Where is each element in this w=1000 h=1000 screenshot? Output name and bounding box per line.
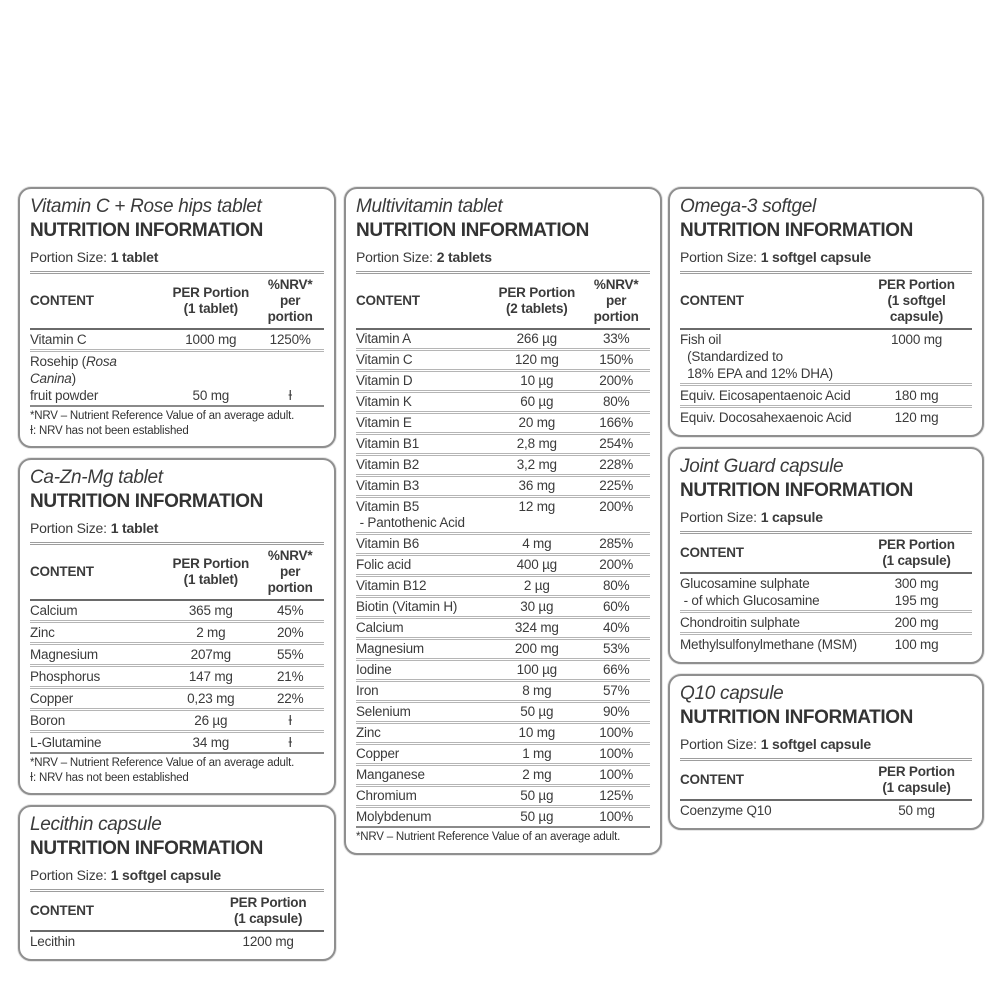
table-row [356,477,650,498]
portion-size [30,518,324,542]
nrv-value: Ɨ [288,735,292,750]
table-row [356,787,650,808]
table-row [356,456,650,477]
column-center [344,187,662,855]
nrv-line2: per portion [593,293,639,324]
column-header-content: CONTENT [30,903,94,918]
portion-size-label: Portion Size: [30,520,107,536]
per-portion-line2: (1 tablet) [183,572,238,587]
portion-size [680,507,972,531]
column-header-per-portion [861,277,972,325]
per-portion-line2: (1 tablet) [183,301,238,316]
nrv-value: 22% [276,691,304,706]
nrv-value: 53% [602,641,630,656]
table-row [356,619,650,640]
portion-size-label: Portion Size: [680,249,757,265]
portion-size-label: Portion Size: [680,509,757,525]
nutrient-name: Chromium [356,788,417,803]
nutrient-name: - of which Glucosamine [680,593,820,608]
column-header-content: CONTENT [30,564,94,579]
amount-value: 0,23 mg [187,691,235,706]
nutrition-panel-multivitamin [344,187,662,855]
nutrient-name: Vitamin B5 [356,499,420,514]
table-header [30,542,324,601]
amount-value: 50 µg [520,704,554,719]
nrv-value: Ɨ [288,713,292,728]
nutrient-name: Iron [356,683,379,698]
per-portion-line2: (1 capsule) [882,553,951,568]
nutrient-name: Coenzyme Q10 [680,803,772,818]
amount-value: 10 µg [520,373,554,388]
nutrient-name: Vitamin E [356,415,412,430]
amount-value: 1000 mg [890,332,943,347]
product-title: Multivitamin tablet [356,196,503,217]
portion-size-value: 1 capsule [760,509,823,525]
per-portion-line2: (1 capsule) [233,911,303,926]
product-title: Ca-Zn-Mg tablet [30,467,163,488]
nrv-value: 57% [602,683,630,698]
product-title: Joint Guard capsule [680,456,844,477]
nutrient-name: Fish oil [680,332,722,347]
nutrient-name: Vitamin A [356,331,411,346]
portion-size-label: Portion Size: [30,249,107,265]
table-row [356,556,650,577]
table-row [356,577,650,598]
nrv-line1: %NRV* [593,277,639,292]
amount-value: 1200 mg [242,934,294,949]
footnote: Ɨ: NRV has not been established [30,771,189,784]
nutrient-name: Manganese [356,767,425,782]
amount-value: 200 mg [894,615,939,630]
portion-size-value: 1 softgel capsule [760,736,871,752]
table-body [680,801,972,820]
table-body [30,601,324,752]
table-row [30,352,324,405]
column-header-content: CONTENT [680,545,744,560]
portion-size-value: 1 softgel capsule [110,867,221,883]
nutrient-name: Folic acid [356,557,412,572]
panel-heading: NUTRITION INFORMATION [30,491,263,512]
nutrient-name: Vitamin C [30,332,87,347]
portion-size [680,247,972,271]
nutrient-name: Glucosamine sulphate [680,576,810,591]
nrv-value: 285% [599,536,634,551]
amount-value [861,348,972,365]
amount-value: 120 mg [514,352,559,367]
column-header-per-portion [861,764,972,796]
amount-value: 10 mg [518,725,556,740]
table-row [356,414,650,435]
amount-value: 60 µg [520,394,554,409]
nutrient-name: Zinc [30,625,55,640]
nutrient-name: Biotin (Vitamin H) [356,599,458,614]
table-row [356,682,650,703]
table-body [356,330,650,826]
table-row [30,733,324,752]
nrv-value: 125% [599,788,634,803]
nrv-value: 228% [599,457,634,472]
column-header-content: CONTENT [680,772,744,787]
table-row [356,598,650,619]
nrv-value: 100% [599,809,634,824]
amount-value: 200 mg [514,641,559,656]
column-header-per-portion [165,556,256,588]
per-portion-line1: PER Portion [172,556,250,571]
table-row [680,386,972,408]
nutrient-name: Boron [30,713,66,728]
nrv-value: 166% [599,415,634,430]
nutrient-name: Vitamin B2 [356,457,420,472]
per-portion-line1: PER Portion [229,895,307,910]
nrv-value: 100% [599,725,634,740]
amount-value: 50 µg [520,809,554,824]
amount-value: 34 mg [192,735,230,750]
nutrient-name: Magnesium [356,641,424,656]
table-row [30,330,324,352]
portion-size [356,247,650,271]
nutrient-name: Calcium [356,620,404,635]
nrv-value [582,515,650,531]
table-header [680,758,972,801]
column-header-per-portion [212,895,324,927]
panel-heading: NUTRITION INFORMATION [680,480,913,501]
amount-value: 2 mg [196,625,226,640]
table-row [30,601,324,623]
table-row [680,613,972,635]
table-row [356,330,650,351]
amount-value: 266 µg [516,331,557,346]
nrv-value: 80% [602,394,630,409]
table-header [356,271,650,330]
amount-value [861,365,972,382]
table-row [30,645,324,667]
table-row [356,724,650,745]
nutrient-name: Vitamin B1 [356,436,420,451]
table-row [30,689,324,711]
column-left [18,187,336,961]
column-header-nrv [256,277,324,325]
amount-value: 50 mg [192,388,230,403]
nutrient-name: 18% EPA and 12% DHA) [680,366,833,381]
table-row [356,661,650,682]
table-row [356,435,650,456]
per-portion-line1: PER Portion [878,277,955,292]
amount-value [491,515,582,531]
table-row [680,330,972,386]
column-header-nrv [256,548,324,596]
column-header-nrv [582,277,650,325]
product-title: Lecithin capsule [30,814,162,835]
table-body [30,330,324,405]
table-body [30,932,324,951]
table-row [356,351,650,372]
amount-value: 50 µg [520,788,554,803]
nrv-value: 200% [599,373,634,388]
nutrient-name: Lecithin [30,934,75,949]
nutrient-name: Vitamin D [356,373,413,388]
amount-value: 30 µg [520,599,554,614]
panel-heading: NUTRITION INFORMATION [680,220,913,241]
table-row [356,703,650,724]
nrv-line2: per portion [267,293,313,324]
nutrient-name: Rosehip (Rosa Canina) [30,354,121,386]
panel-heading: NUTRITION INFORMATION [356,220,589,241]
nutrient-name: (Standardized to [680,349,783,364]
amount-value [165,353,256,387]
panel-heading: NUTRITION INFORMATION [680,707,913,728]
amount-value: 36 mg [518,478,556,493]
nrv-value: 80% [602,578,630,593]
nrv-value: 55% [276,647,304,662]
nutrient-name: Equiv. Docosahexaenoic Acid [680,410,852,425]
nrv-value: 90% [602,704,630,719]
nutrient-name: Vitamin B3 [356,478,420,493]
footnote: *NRV – Nutrient Reference Value of an average adult. [356,831,621,843]
nutrient-name: Methylsulfonylmethane (MSM) [680,637,857,652]
nutrition-panel-vitamin-c-rose-hips [18,187,336,448]
nutrient-name: Selenium [356,704,411,719]
nrv-value: 60% [602,599,630,614]
amount-value: 1000 mg [185,332,237,347]
nrv-value: Ɨ [288,388,292,403]
table-row [680,635,972,654]
nrv-value: 66% [602,662,630,677]
nrv-value: 200% [599,557,634,572]
nutrition-panel-ca-zn-mg [18,458,336,795]
nrv-value: 200% [599,499,634,514]
amount-value: 100 µg [516,662,557,677]
nutrient-name: Vitamin B6 [356,536,420,551]
table-header [30,271,324,330]
nutrient-name: Copper [30,691,74,706]
amount-value: 100 mg [894,637,939,652]
footnote: *NRV – Nutrient Reference Value of an average adult. [30,410,295,422]
nrv-value: 1250% [269,332,311,347]
amount-value: 195 mg [894,593,939,608]
table-row [356,535,650,556]
column-header-per-portion [861,537,972,569]
amount-value: 2 µg [523,578,550,593]
nrv-value: 150% [599,352,634,367]
amount-value: 4 mg [522,536,552,551]
panel-heading: NUTRITION INFORMATION [30,838,263,859]
portion-size [30,247,324,271]
nrv-value: 40% [602,620,630,635]
amount-value: 8 mg [522,683,552,698]
column-header-content: CONTENT [356,293,420,308]
column-right [668,187,984,830]
nutrient-name: Chondroitin sulphate [680,615,800,630]
nrv-value: 33% [602,331,630,346]
nutrient-name: Vitamin C [356,352,413,367]
amount-value: 147 mg [188,669,233,684]
nutrient-name: Calcium [30,603,78,618]
footnotes [30,405,324,438]
table-row [356,393,650,414]
table-row [30,711,324,733]
amount-value: 180 mg [894,388,939,403]
portion-size-value: 1 softgel capsule [760,249,871,265]
per-portion-line2: (1 capsule) [882,780,951,795]
product-title: Vitamin C + Rose hips tablet [30,196,262,217]
product-title: Omega-3 softgel [680,196,816,217]
table-header [680,531,972,574]
nutrition-panel-lecithin [18,805,336,961]
amount-value: 120 mg [894,410,939,425]
amount-value: 324 mg [514,620,559,635]
table-row [680,801,972,820]
nrv-value: 100% [599,767,634,782]
amount-value: 1 mg [522,746,552,761]
amount-value: 20 mg [518,415,556,430]
nutrient-name: Iodine [356,662,392,677]
portion-size-label: Portion Size: [680,736,757,752]
nutrition-panel-omega-3 [668,187,984,437]
table-row [356,640,650,661]
nutrient-name: Vitamin B12 [356,578,427,593]
amount-value: 300 mg [894,576,939,591]
amount-value: 365 mg [188,603,233,618]
per-portion-line2: (1 softgel capsule) [887,293,946,324]
portion-size-label: Portion Size: [30,867,107,883]
amount-value: 3,2 mg [516,457,557,472]
nrv-value: 45% [276,603,304,618]
footnotes [30,752,324,785]
column-header-content: CONTENT [680,293,744,308]
per-portion-line2: (2 tablets) [506,301,568,316]
nutrient-name: - Pantothenic Acid [356,515,465,530]
nrv-line2: per portion [267,564,313,595]
portion-size-value: 1 tablet [110,520,159,536]
nutrition-panel-q10 [668,674,984,830]
table-body [680,330,972,427]
table-row [680,574,972,613]
amount-value: 12 mg [518,499,556,514]
amount-value: 207mg [190,647,231,662]
portion-size-label: Portion Size: [356,249,433,265]
nutrient-name: Molybdenum [356,809,432,824]
table-header [680,271,972,330]
amount-value: 400 µg [516,557,557,572]
table-row [30,667,324,689]
nrv-value: 100% [599,746,634,761]
footnote: Ɨ: NRV has not been established [30,424,189,437]
table-row [30,623,324,645]
nrv-value: 254% [599,436,634,451]
amount-value: 2,8 mg [516,436,557,451]
table-row [30,932,324,951]
nrv-line1: %NRV* [267,277,313,292]
column-header-content: CONTENT [30,293,94,308]
per-portion-line1: PER Portion [172,285,250,300]
nutrient-name: fruit powder [30,388,99,403]
nutrient-name: Phosphorus [30,669,101,684]
column-header-per-portion [491,285,582,317]
per-portion-line1: PER Portion [498,285,576,300]
footnotes [356,826,650,845]
nutrient-name: L-Glutamine [30,735,102,750]
table-row [356,745,650,766]
table-row [680,408,972,427]
nrv-value: 20% [276,625,304,640]
nrv-value: 21% [276,669,304,684]
amount-value: 26 µg [194,713,228,728]
nutrient-name: Zinc [356,725,381,740]
nrv-value [256,353,324,387]
portion-size [680,734,972,758]
nrv-value: 225% [599,478,634,493]
table-row [356,498,650,535]
portion-size [30,865,324,889]
table-row [356,766,650,787]
per-portion-line1: PER Portion [878,764,955,779]
footnote: *NRV – Nutrient Reference Value of an average adult. [30,757,295,769]
amount-value: 50 mg [898,803,935,818]
nutrient-name: Copper [356,746,400,761]
product-title: Q10 capsule [680,683,784,704]
amount-value: 2 mg [522,767,552,782]
nutrient-name: Magnesium [30,647,98,662]
table-row [356,372,650,393]
table-header [30,889,324,932]
table-body [680,574,972,654]
per-portion-line1: PER Portion [878,537,955,552]
panel-heading: NUTRITION INFORMATION [30,220,263,241]
nutrient-name: Vitamin K [356,394,412,409]
portion-size-value: 1 tablet [110,249,159,265]
nrv-line1: %NRV* [267,548,313,563]
portion-size-value: 2 tablets [436,249,492,265]
column-header-per-portion [165,285,256,317]
nutrient-name: Equiv. Eicosapentaenoic Acid [680,388,851,403]
nutrition-panel-joint-guard [668,447,984,664]
table-row [356,808,650,826]
